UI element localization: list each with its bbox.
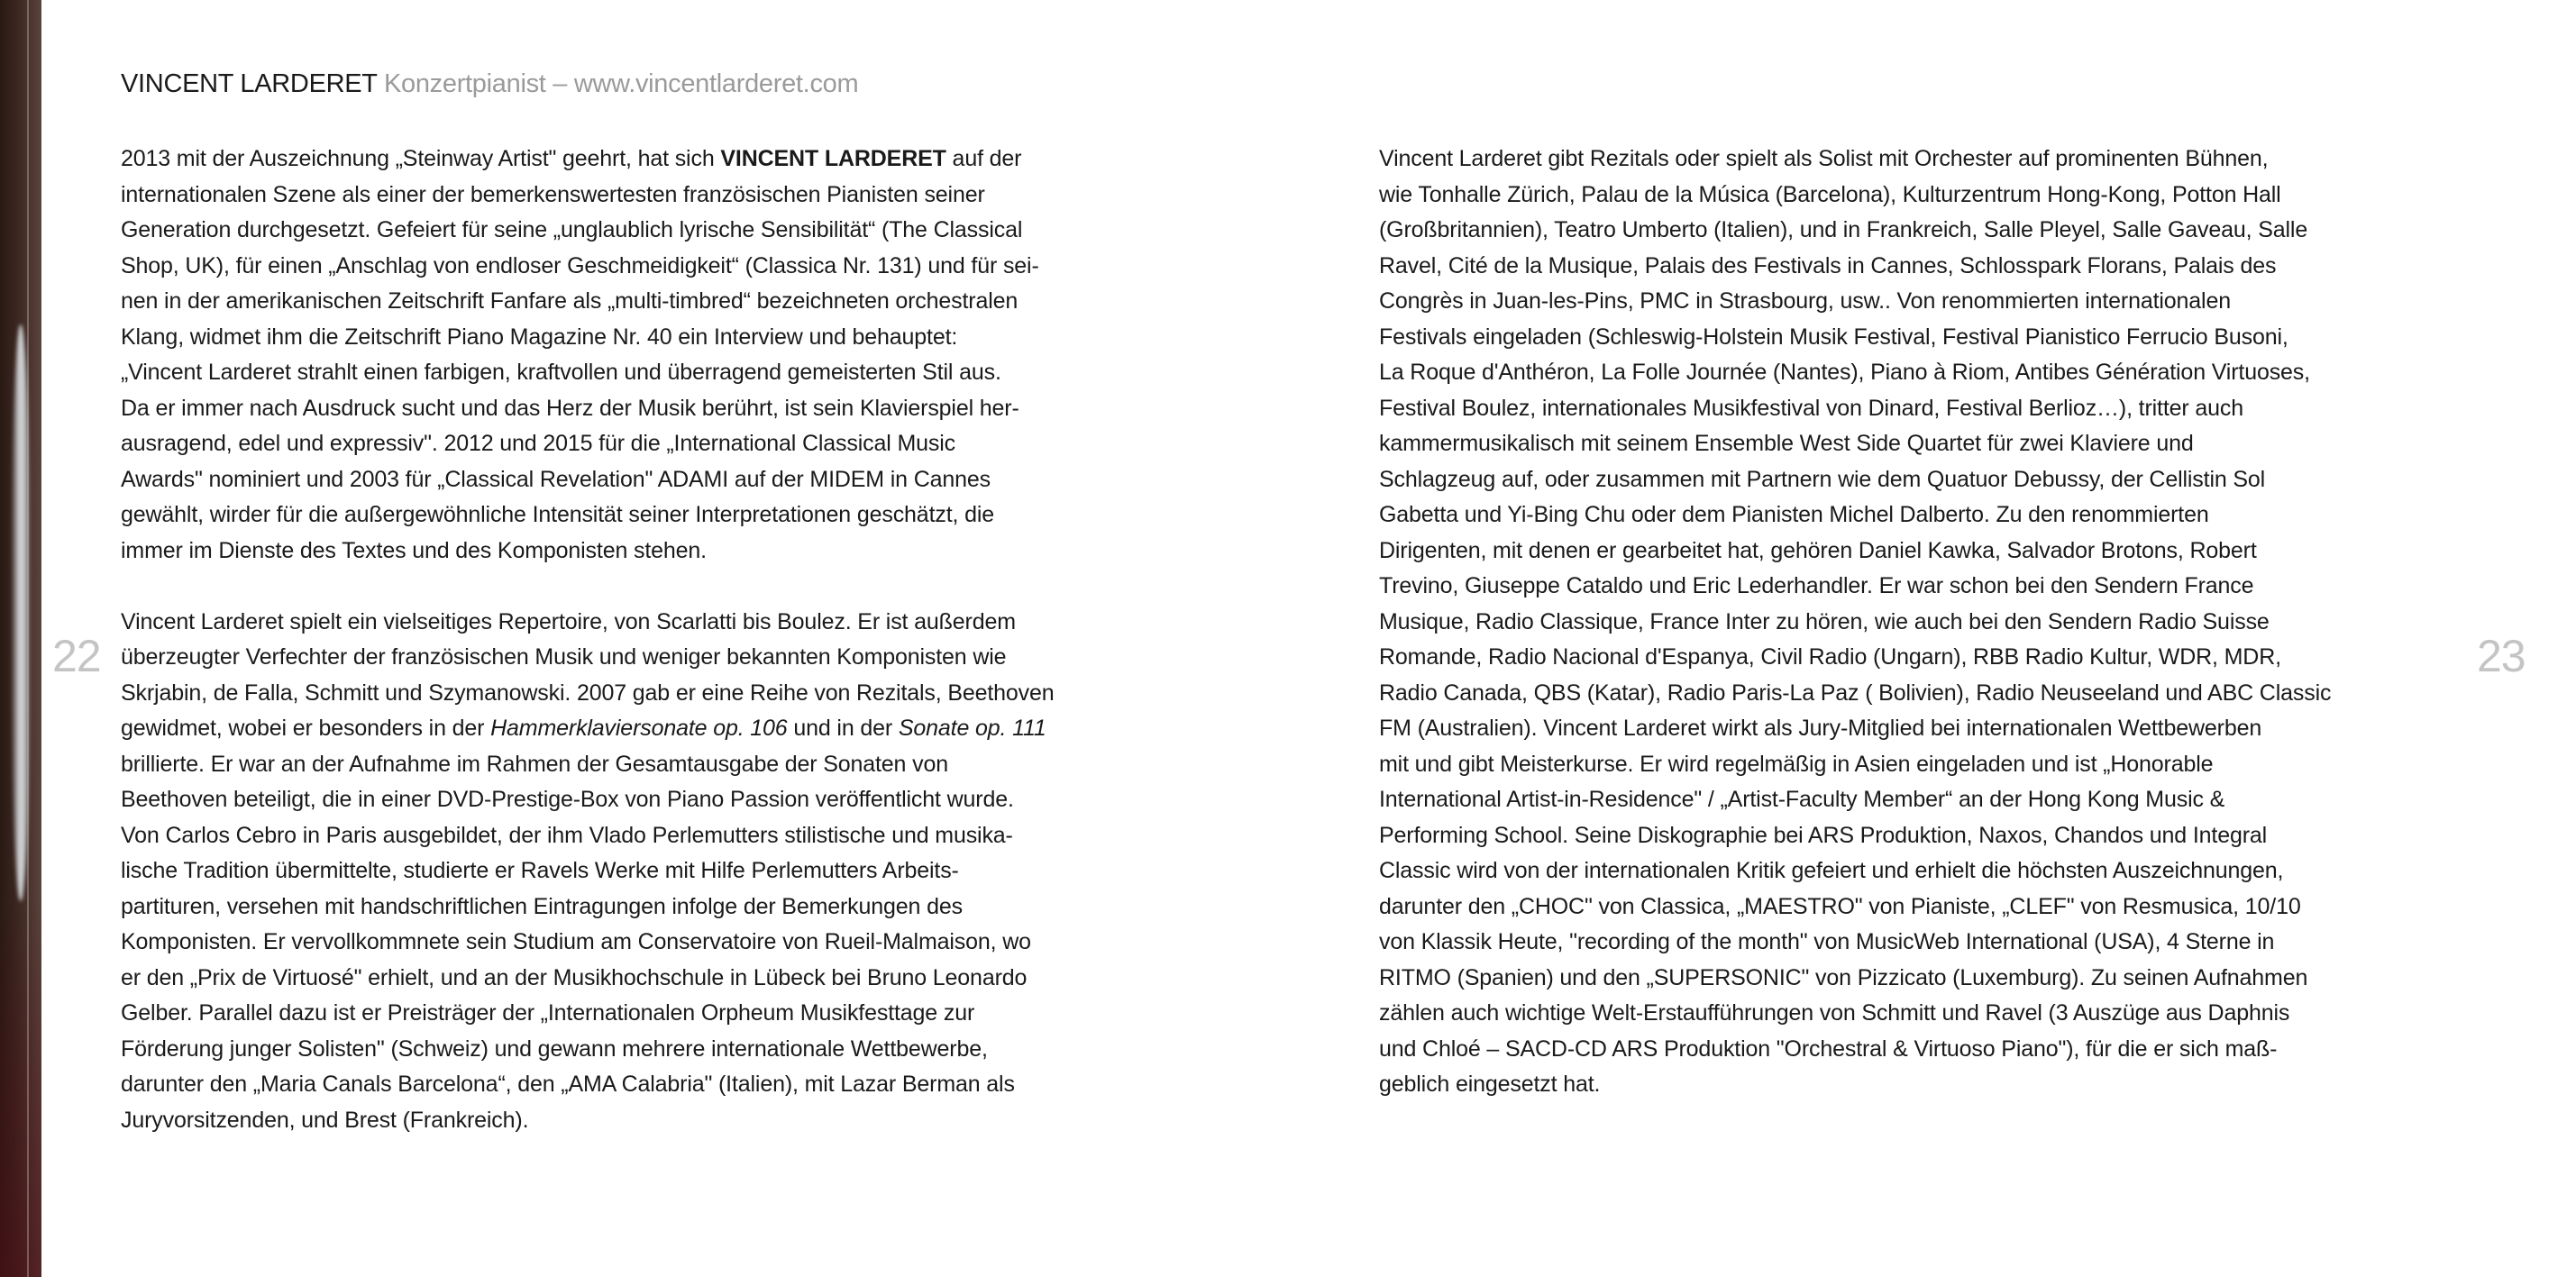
text-line [121, 996, 1196, 1032]
text-run: Förderung junger Solisten" (Schweiz) und gewann mehrere internationale Wettbewerbe, [121, 1035, 988, 1062]
text-run: immer im Dienste des Textes und des Komponisten stehen. [121, 537, 707, 563]
text-line [1379, 889, 2454, 926]
text-line [1379, 141, 2454, 178]
text-line [1379, 818, 2454, 854]
text-run: und in der [787, 716, 899, 741]
text-line [121, 818, 1196, 854]
book-spine [0, 0, 41, 1277]
text-run: Congrès in Juan-les-Pins, PMC in Strasbourg, usw.. Von renommierten internationalen [1379, 288, 2231, 314]
paragraph [121, 141, 1196, 569]
text-run: kammermusikalisch mit seinem Ensemble West Side Quartet für zwei Klaviere und [1379, 431, 2194, 456]
text-line [121, 534, 1196, 570]
text-run: „Vincent Larderet strahlt einen farbigen, kraftvollen und überragend gemeisterten Stil aus. [121, 360, 1001, 385]
paragraph [1379, 141, 2454, 1103]
text-line [121, 426, 1196, 462]
text-line [121, 605, 1196, 641]
text-run: Trevino, Giuseppe Cataldo und Eric Lederhandler. Er war schon bei den Sendern France [1379, 573, 2254, 598]
text-line [1379, 178, 2454, 214]
text-run: und Chloé – SACD-CD ARS Produktion "Orchestral & Virtuoso Piano"), für die er sich maß- [1379, 1035, 2278, 1062]
text-line [121, 640, 1196, 676]
text-run: Komponisten. Er vervollkommnete sein Studium am Conservatoire von Rueil-Malmaison, wo [121, 929, 1031, 954]
text-run: Classic wird von der internationalen Kritik gefeiert und erhielt die höchsten Auszeichnungen, [1379, 858, 2284, 883]
text-line [121, 925, 1196, 961]
text-line [121, 711, 1196, 747]
left-column-text [121, 141, 1196, 1138]
page-header [121, 68, 858, 99]
text-run: auf der [945, 146, 1022, 171]
text-run: Ravel, Cité de la Musique, Palais des Festivals in Cannes, Schlosspark Florans, Palais des [1379, 252, 2277, 278]
text-line [1379, 1032, 2454, 1068]
text-run: Beethoven beteiligt, die in einer DVD-Prestige-Box von Piano Passion veröffentlicht wurde. [121, 787, 1014, 812]
text-line [1379, 711, 2454, 747]
text-line [1379, 426, 2454, 462]
text-line [121, 355, 1196, 391]
text-run: gewählt, wirder für die außergewöhnliche Intensität seiner Interpretationen geschätzt, die [121, 502, 995, 527]
paragraph [121, 605, 1196, 1139]
text-run: ausragend, edel und expressiv". 2012 und 2015 für die „International Classical Music [121, 431, 955, 456]
text-line [121, 782, 1196, 818]
text-line [121, 1103, 1196, 1139]
text-run: darunter den „CHOC" von Classica, „MAESTRO" von Pianiste, „CLEF" von Resmusica, 10/10 [1379, 893, 2301, 919]
text-run: Radio Canada, QBS (Katar), Radio Paris-La Paz ( Bolivien), Radio Neuseeland und ABC Classic [1379, 680, 2332, 706]
text-run: von Klassik Heute, "recording of the month" von MusicWeb International (USA), 4 Sterne in [1379, 929, 2275, 954]
text-run: partituren, versehen mit handschriftlichen Eintragungen infolge der Bemerkungen des [121, 893, 963, 919]
italic-text: Hammerklaviersonate op. 106 [490, 716, 788, 741]
text-run: Von Carlos Cebro in Paris ausgebildet, der ihm Vlado Perlemutters stilistische und musika- [121, 822, 1013, 848]
text-line [1379, 640, 2454, 676]
text-line [1379, 1067, 2454, 1103]
text-line [121, 1032, 1196, 1068]
text-line [1379, 996, 2454, 1032]
text-line [1379, 605, 2454, 641]
text-line [1379, 534, 2454, 570]
text-line [121, 1067, 1196, 1103]
page-number-left: 22 [52, 631, 101, 681]
text-line [121, 462, 1196, 498]
text-run: wie Tonhalle Zürich, Palau de la Música (Barcelona), Kulturzentrum Hong-Kong, Potton Hall [1379, 181, 2281, 207]
page-number-right: 23 [2477, 631, 2526, 681]
text-line [1379, 213, 2454, 249]
text-run: er den „Prix de Virtuosé" erhielt, und an der Musikhochschule in Lübeck bei Bruno Leonardo [121, 964, 1028, 990]
text-line [121, 213, 1196, 249]
text-line [1379, 320, 2454, 356]
text-line [1379, 853, 2454, 889]
text-run: gewidmet, wobei er besonders in der [121, 716, 491, 741]
text-line [1379, 391, 2454, 427]
text-run: Vincent Larderet gibt Rezitals oder spielt als Solist mit Orchester auf prominenten Bühnen, [1379, 146, 2269, 171]
text-line [1379, 462, 2454, 498]
text-line [121, 320, 1196, 356]
text-run: International Artist-in-Residence" / „Artist-Faculty Member“ an der Hong Kong Music & [1379, 787, 2225, 812]
text-run: Shop, UK), für einen „Anschlag von endloser Geschmeidigkeit“ (Classica Nr. 131) und für sei- [121, 252, 1039, 278]
text-run: überzeugter Verfechter der französischen Musik und weniger bekannten Komponisten wie [121, 644, 1007, 670]
text-line [121, 676, 1196, 712]
text-line [121, 391, 1196, 427]
text-run: geblich eingesetzt hat. [1379, 1072, 1601, 1097]
text-run: FM (Australien). Vincent Larderet wirkt als Jury-Mitglied bei internationalen Wettbewerben [1379, 716, 2262, 741]
text-run: mit und gibt Meisterkurse. Er wird regelmäßig in Asien eingeladen und ist „Honorable [1379, 751, 2214, 777]
text-run: Gelber. Parallel dazu ist er Preisträger der „Internationalen Orpheum Musikfesttage zur [121, 1000, 975, 1026]
text-run: internationalen Szene als einer der bemerkenswertesten französischen Pianisten seiner [121, 181, 985, 207]
text-line [121, 889, 1196, 926]
text-run: Romande, Radio Nacional d'Espanya, Civil Radio (Ungarn), RBB Radio Kultur, WDR, MDR, [1379, 644, 2281, 670]
text-run: Festivals eingeladen (Schleswig-Holstein Musik Festival, Festival Pianistico Ferrucio Busoni, [1379, 324, 2288, 350]
text-run: Juryvorsitzenden, und Brest (Frankreich). [121, 1107, 529, 1133]
text-line [1379, 925, 2454, 961]
text-line [1379, 676, 2454, 712]
text-run: Musique, Radio Classique, France Inter zu hören, wie auch bei den Sendern Radio Suisse [1379, 608, 2270, 634]
text-line [1379, 961, 2454, 997]
text-run: Da er immer nach Ausdruck sucht und das Herz der Musik berührt, ist sein Klavierspiel her- [121, 395, 1019, 421]
text-run: nen in der amerikanischen Zeitschrift Fanfare als „multi-timbred“ bezeichneten orchestralen [121, 288, 1019, 314]
text-line [1379, 747, 2454, 783]
header-subtitle: Konzertpianist – www.vincentlarderet.com [383, 69, 859, 98]
bold-text: VINCENT LARDERET [720, 146, 946, 171]
text-line [121, 178, 1196, 214]
text-run: brillierte. Er war an der Aufnahme im Rahmen der Gesamtausgabe der Sonaten von [121, 751, 948, 777]
text-run: RITMO (Spanien) und den „SUPERSONIC" von Pizzicato (Luxemburg). Zu seinen Aufnahmen [1379, 964, 2308, 990]
italic-text: Sonate op. 111 [898, 716, 1046, 741]
text-line [121, 853, 1196, 889]
text-run: Gabetta und Yi-Bing Chu oder dem Pianisten Michel Dalberto. Zu den renommierten [1379, 502, 2209, 527]
text-line [121, 284, 1196, 320]
text-line [1379, 249, 2454, 285]
text-run: lische Tradition übermittelte, studierte er Ravels Werke mit Hilfe Perlemutters Arbeits- [121, 858, 959, 883]
text-line [121, 961, 1196, 997]
text-run: Awards" nominiert und 2003 für „Classical Revelation" ADAMI auf der MIDEM in Cannes [121, 466, 991, 492]
text-run: 2013 mit der Auszeichnung „Steinway Artist" geehrt, hat sich [121, 146, 721, 171]
text-line [1379, 284, 2454, 320]
text-line [1379, 355, 2454, 391]
text-line [1379, 569, 2454, 605]
text-run: darunter den „Maria Canals Barcelona“, den „AMA Calabria" (Italien), mit Lazar Berman als [121, 1072, 1015, 1097]
text-run: Dirigenten, mit denen er gearbeitet hat, gehören Daniel Kawka, Salvador Brotons, Robert [1379, 537, 2257, 563]
text-line [121, 249, 1196, 285]
text-run: Performing School. Seine Diskographie bei ARS Produktion, Naxos, Chandos und Integral [1379, 822, 2268, 848]
text-run: Generation durchgesetzt. Gefeiert für seine „unglaublich lyrische Sensibilität“ (The Classical [121, 217, 1023, 242]
text-line [121, 497, 1196, 534]
text-line [1379, 782, 2454, 818]
text-run: zählen auch wichtige Welt-Erstaufführungen von Schmitt und Ravel (3 Auszüge aus Daphnis [1379, 1000, 2290, 1026]
header-artist-name: VINCENT LARDERET [121, 69, 378, 98]
right-column-text [1379, 141, 2454, 1103]
text-run: Festival Boulez, internationales Musikfestival von Dinard, Festival Berlioz…), tritter auch [1379, 395, 2243, 421]
text-run: (Großbritannien), Teatro Umberto (Italien), und in Frankreich, Salle Pleyel, Salle Gaveau, Salle [1379, 217, 2308, 242]
text-run: Schlagzeug auf, oder zusammen mit Partnern wie dem Quatuor Debussy, der Cellistin Sol [1379, 466, 2266, 492]
text-run: Vincent Larderet spielt ein vielseitiges Repertoire, von Scarlatti bis Boulez. Er ist außerdem [121, 608, 1016, 634]
text-line [121, 747, 1196, 783]
text-run: Skrjabin, de Falla, Schmitt und Szymanowski. 2007 gab er eine Reihe von Rezitals, Beethoven [121, 680, 1055, 706]
spine-edge-line [27, 0, 29, 1277]
text-run: La Roque d'Anthéron, La Folle Journée (Nantes), Piano à Riom, Antibes Génération Virtuoses, [1379, 360, 2310, 385]
text-line [1379, 497, 2454, 534]
text-line [121, 141, 1196, 178]
text-run: Klang, widmet ihm die Zeitschrift Piano Magazine Nr. 40 ein Interview und behauptet: [121, 324, 958, 350]
